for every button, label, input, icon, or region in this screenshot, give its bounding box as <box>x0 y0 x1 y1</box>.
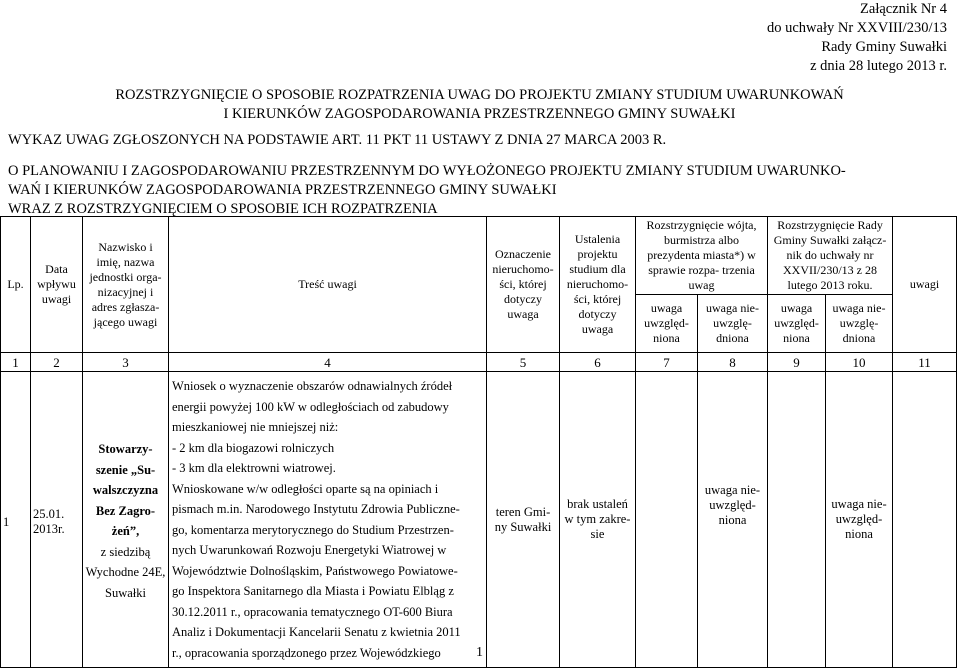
header-remarks: uwagi <box>893 217 957 353</box>
content-line: Wniosek o wyznaczenie obszarów odnawialnych źródeł <box>172 379 453 393</box>
content-line: - 2 km dla biogazowi rolniczych <box>172 440 335 455</box>
header-name: Nazwisko i imię, nazwa jednostki orga- nizacyjnej i adres zgłasza- jącego uwagi <box>83 217 169 353</box>
remarks-table <box>0 216 957 668</box>
header-findings: Ustalenia projektu studium dla nieruchomo- ści, której dotyczy uwaga <box>560 217 636 353</box>
header-content: Treść uwagi <box>169 217 487 353</box>
column-number: 8 <box>698 353 768 372</box>
column-number: 11 <box>893 353 957 372</box>
content-line: r., opracowania sporządzonego przez Wojewódzkiego <box>172 645 441 660</box>
column-number-row <box>1 353 957 372</box>
content-line: go Inspektora Sanitarnego dla Miasta i Powiatu Elbląg z <box>172 584 454 598</box>
row-remarks <box>893 372 957 668</box>
header-property: Oznaczenie nieruchomo- ści, której dotyczy uwaga <box>487 217 560 353</box>
header-rada-decision: Rozstrzygnięcie Rady Gminy Suwałki załącz- nik do uchwały nr XXVII/230/13 z 28 lutego 2013 roku. <box>768 217 893 295</box>
row-lp: 1 <box>1 372 31 668</box>
intro-text <box>8 162 846 219</box>
header-lp: Lp. <box>1 217 31 353</box>
column-number: 1 <box>1 353 31 372</box>
column-number: 5 <box>487 353 560 372</box>
content-line: 30.12.2011 r., opracowania tematycznego OT-600 Biura <box>172 604 453 619</box>
list-title: WYKAZ UWAG ZGŁOSZONYCH NA PODSTAWIE ART. 11 PKT 11 USTAWY Z DNIA 27 MARCA 2003 R. <box>8 132 667 148</box>
header-rada-accepted: uwaga uwzględ- niona <box>768 295 826 353</box>
content-line: go, komentarza merytorycznego do Studium Przestrzen- <box>172 522 454 537</box>
content-line: nych Uwarunkowań Rozwoju Energetyki Wiatrowej w <box>172 543 447 557</box>
column-number: 2 <box>31 353 83 372</box>
column-number: 9 <box>768 353 826 372</box>
intro-line-1: O PLANOWANIU I ZAGOSPODAROWANIU PRZESTRZENNYM DO WYŁOŻONEGO PROJEKTU ZMIANY STUDIUM UWARUNKO- <box>8 163 846 179</box>
row-property: teren Gmi- ny Suwałki <box>487 372 560 668</box>
column-number: 7 <box>636 353 698 372</box>
attachment-line-3: Rady Gminy Suwałki <box>821 39 947 55</box>
row-wojt-accepted <box>636 372 698 668</box>
attachment-line-2: do uchwały Nr XXVIII/230/13 <box>766 20 947 36</box>
heading-line-1: ROZSTRZYGNIĘCIE O SPOSOBIE ROZPATRZENIA UWAG DO PROJEKTU ZMIANY STUDIUM UWARUNKOWAŃ <box>115 87 844 103</box>
intro-line-3: WRAZ Z ROZSTRZYGNIĘCIEM O SPOSOBIE ICH ROZPATRZENIA <box>8 201 438 217</box>
heading-line-2: I KIERUNKÓW ZAGOSPODAROWANIA PRZESTRZENNEGO GMINY SUWAŁKI <box>223 106 736 122</box>
attachment-note <box>767 0 947 76</box>
submitter-address: z siedzibą Wychodne 24E, Suwałki <box>85 544 166 600</box>
header-date: Data wpływu uwagi <box>31 217 83 353</box>
content-line: mieszkaniowej nie mniejszej niż: <box>172 420 339 434</box>
document-heading <box>0 86 959 124</box>
table-row <box>1 372 957 668</box>
column-number: 6 <box>560 353 636 372</box>
row-findings: brak ustaleń w tym zakre- sie <box>560 372 636 668</box>
column-number: 4 <box>169 353 487 372</box>
header-wojt-rejected: uwaga nie- uwzglę- dniona <box>698 295 768 353</box>
content-line: energii powyżej 100 kW w odległościach od zabudowy <box>172 399 449 414</box>
submitter-organization: Stowarzy- szenie „Su- walszczyzna Bez Zagro- żeń”, <box>92 442 159 538</box>
content-line: - 3 km dla elektrowni wiatrowej. <box>172 461 336 475</box>
row-rada-accepted <box>768 372 826 668</box>
attachment-line-4: z dnia 28 lutego 2013 r. <box>810 58 947 74</box>
header-wojt-accepted: uwaga uwzględ- niona <box>636 295 698 353</box>
row-rada-rejected: uwaga nie- uwzględ- niona <box>826 372 893 668</box>
column-number: 3 <box>83 353 169 372</box>
header-wojt-decision: Rozstrzygnięcie wójta, burmistrza albo prezydenta miasta*) w sprawie rozpa- trzenia uwag <box>636 217 768 295</box>
column-number: 10 <box>826 353 893 372</box>
content-line: Analiz i Dokumentacji Kancelarii Senatu z kwietnia 2011 <box>172 625 461 639</box>
row-date: 25.01. 2013r. <box>31 372 83 668</box>
intro-line-2: WAŃ I KIERUNKÓW ZAGOSPODAROWANIA PRZESTRZENNEGO GMINY SUWAŁKI <box>8 182 557 198</box>
row-submitter <box>83 372 169 668</box>
content-line: pismach m.in. Narodowego Instytutu Zdrowia Publiczne- <box>172 502 460 516</box>
attachment-line-1: Załącznik Nr 4 <box>860 1 947 17</box>
page-number: 1 <box>476 645 483 660</box>
row-wojt-rejected: uwaga nie- uwzględ- niona <box>698 372 768 668</box>
content-line: Województwie Dolnośląskim, Państwowego Powiatowe- <box>172 563 458 578</box>
content-line: Wnioskowane w/w odległości oparte są na opiniach i <box>172 481 439 496</box>
row-content <box>169 372 487 668</box>
header-rada-rejected: uwaga nie- uwzglę- dniona <box>826 295 893 353</box>
